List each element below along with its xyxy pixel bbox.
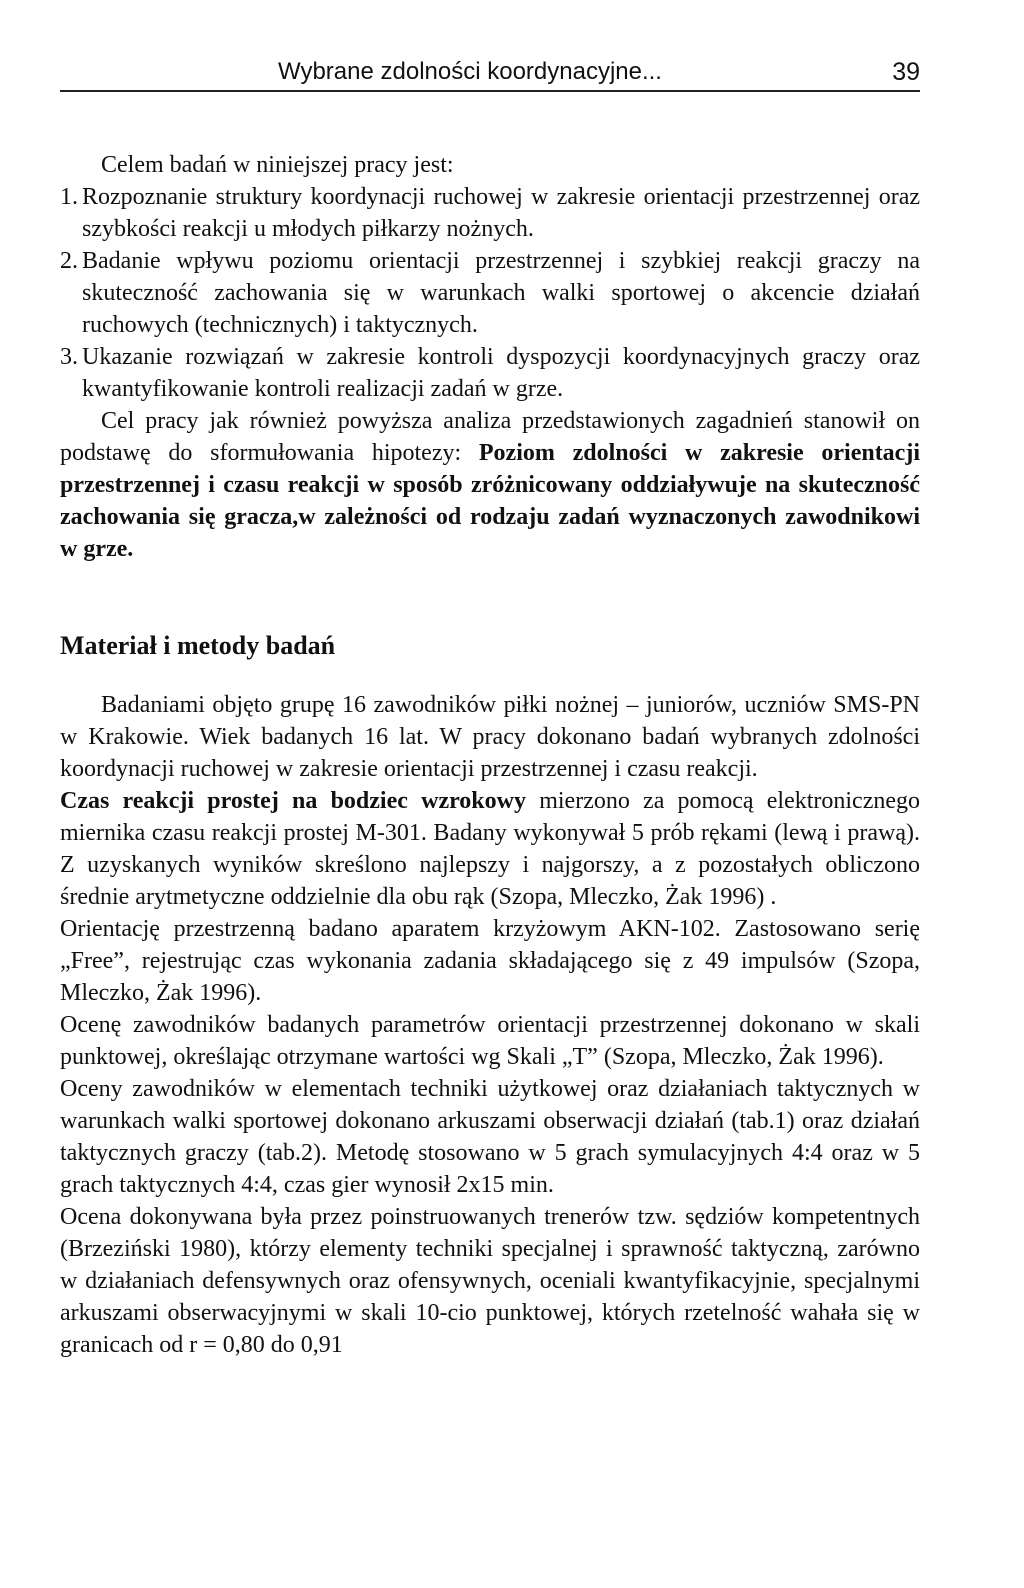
methods-paragraph-6: Ocena dokonywana była przez poinstruowanych trenerów tzw. sędziów kompetentnych (Brzeziński 1980), którzy elementy techniki specjalnej i sprawność taktyczną, zarówno w działaniach defensywnych oraz ofensywnych, oceniali kwantyfikacyjnie, specjalnymi arkuszami obserwacyjnymi w skali 10-cio punktowej, których rzetelność wahała się w granicach od r = 0,80 do 0,91 (60, 1204, 920, 1358)
goals-list (60, 181, 920, 405)
page-number: 39 (892, 58, 920, 86)
methods-paragraph-4: Ocenę zawodników badanych parametrów orientacji przestrzennej dokonano w skali punktowej, określając otrzymane wartości wg Skali „T” (Szopa, Mleczko, Żak 1996). (60, 1012, 920, 1070)
intro-sentence: Celem badań w niniejszej pracy jest: (101, 152, 454, 178)
hypothesis-paragraph (60, 405, 920, 565)
hypothesis-statement: Poziom zdolności w zakresie orientacji przestrzennej i czasu reakcji w sposób zróżnicowany oddziaływuje na skuteczność zachowania się gracza,w zależności od rodzaju zadań wyznaczonych zawodnikowi w grze. (60, 440, 920, 562)
reaction-time-description: mierzono za pomocą elektronicznego miernika czasu reakcji prostej M-301. Badany wykonywał 5 prób rękami (lewą i prawą). Z uzyskanych wyników skreślono najlepszy i najgorszy, a z pozostałych obliczono średnie arytmetyczne oddzielnie dla obu rąk (Szopa, Mleczko, Żak 1996) . (60, 788, 921, 910)
section-heading: Materiał i metody badań (60, 631, 336, 660)
section-body (60, 689, 920, 1361)
methods-paragraph-3: Orientację przestrzenną badano aparatem krzyżowym AKN-102. Zastosowano serię „Free”, rejestrując czas wykonania zadania składającego się z 49 impulsów (Szopa, Mleczko, Żak 1996). (60, 916, 920, 1006)
methods-paragraph-2 (60, 785, 920, 913)
methods-paragraph-5: Oceny zawodników w elementach techniki użytkowej oraz działaniach taktycznych w warunkach walki sportowej dokonano arkuszami obserwacji działań (tab.1) oraz działań taktycznych graczy (tab.2). Metodę stosowano w 5 grach symulacyjnych 4:4 oraz w 5 grach taktycznych 4:4, czas gier wynosił 2x15 min. (60, 1076, 920, 1198)
goal-text: Ukazanie rozwiązań w zakresie kontroli dyspozycji koordynacyjnych graczy oraz kwantyfikowanie kontroli realizacji zadań w grze. (82, 344, 920, 402)
goal-item (60, 341, 920, 405)
goal-number: 3. (60, 344, 78, 370)
goal-text: Badanie wpływu poziomu orientacji przestrzennej i szybkiej reakcji graczy na skuteczność zachowania się w warunkach walki sportowej o akcencie działań ruchowych (technicznych) i taktycznych. (82, 248, 920, 338)
hypothesis-lead: Cel pracy jak również powyższa analiza przedstawionych zagadnień stanowił on podstawę do sformułowania hipotezy: (60, 408, 920, 466)
reaction-time-term: Czas reakcji prostej na bodziec wzrokowy (60, 788, 526, 814)
body-text (60, 149, 920, 1361)
goal-text: Rozpoznanie struktury koordynacji ruchowej w zakresie orientacji przestrzennej oraz szybkości reakcji u młodych piłkarzy nożnych. (82, 184, 920, 242)
goal-number: 1. (60, 184, 78, 210)
running-header (60, 50, 920, 92)
running-title: Wybrane zdolności koordynacyjne... (278, 58, 662, 85)
goal-item (60, 245, 920, 341)
goal-number: 2. (60, 248, 78, 274)
methods-paragraph-1: Badaniami objęto grupę 16 zawodników piłki nożnej – juniorów, uczniów SMS-PN w Krakowie. Wiek badanych 16 lat. W pracy dokonano badań wybranych zdolności koordynacji ruchowej w zakresie orientacji przestrzennej i czasu reakcji. (60, 692, 920, 782)
page (60, 50, 920, 1361)
goal-item (60, 181, 920, 245)
